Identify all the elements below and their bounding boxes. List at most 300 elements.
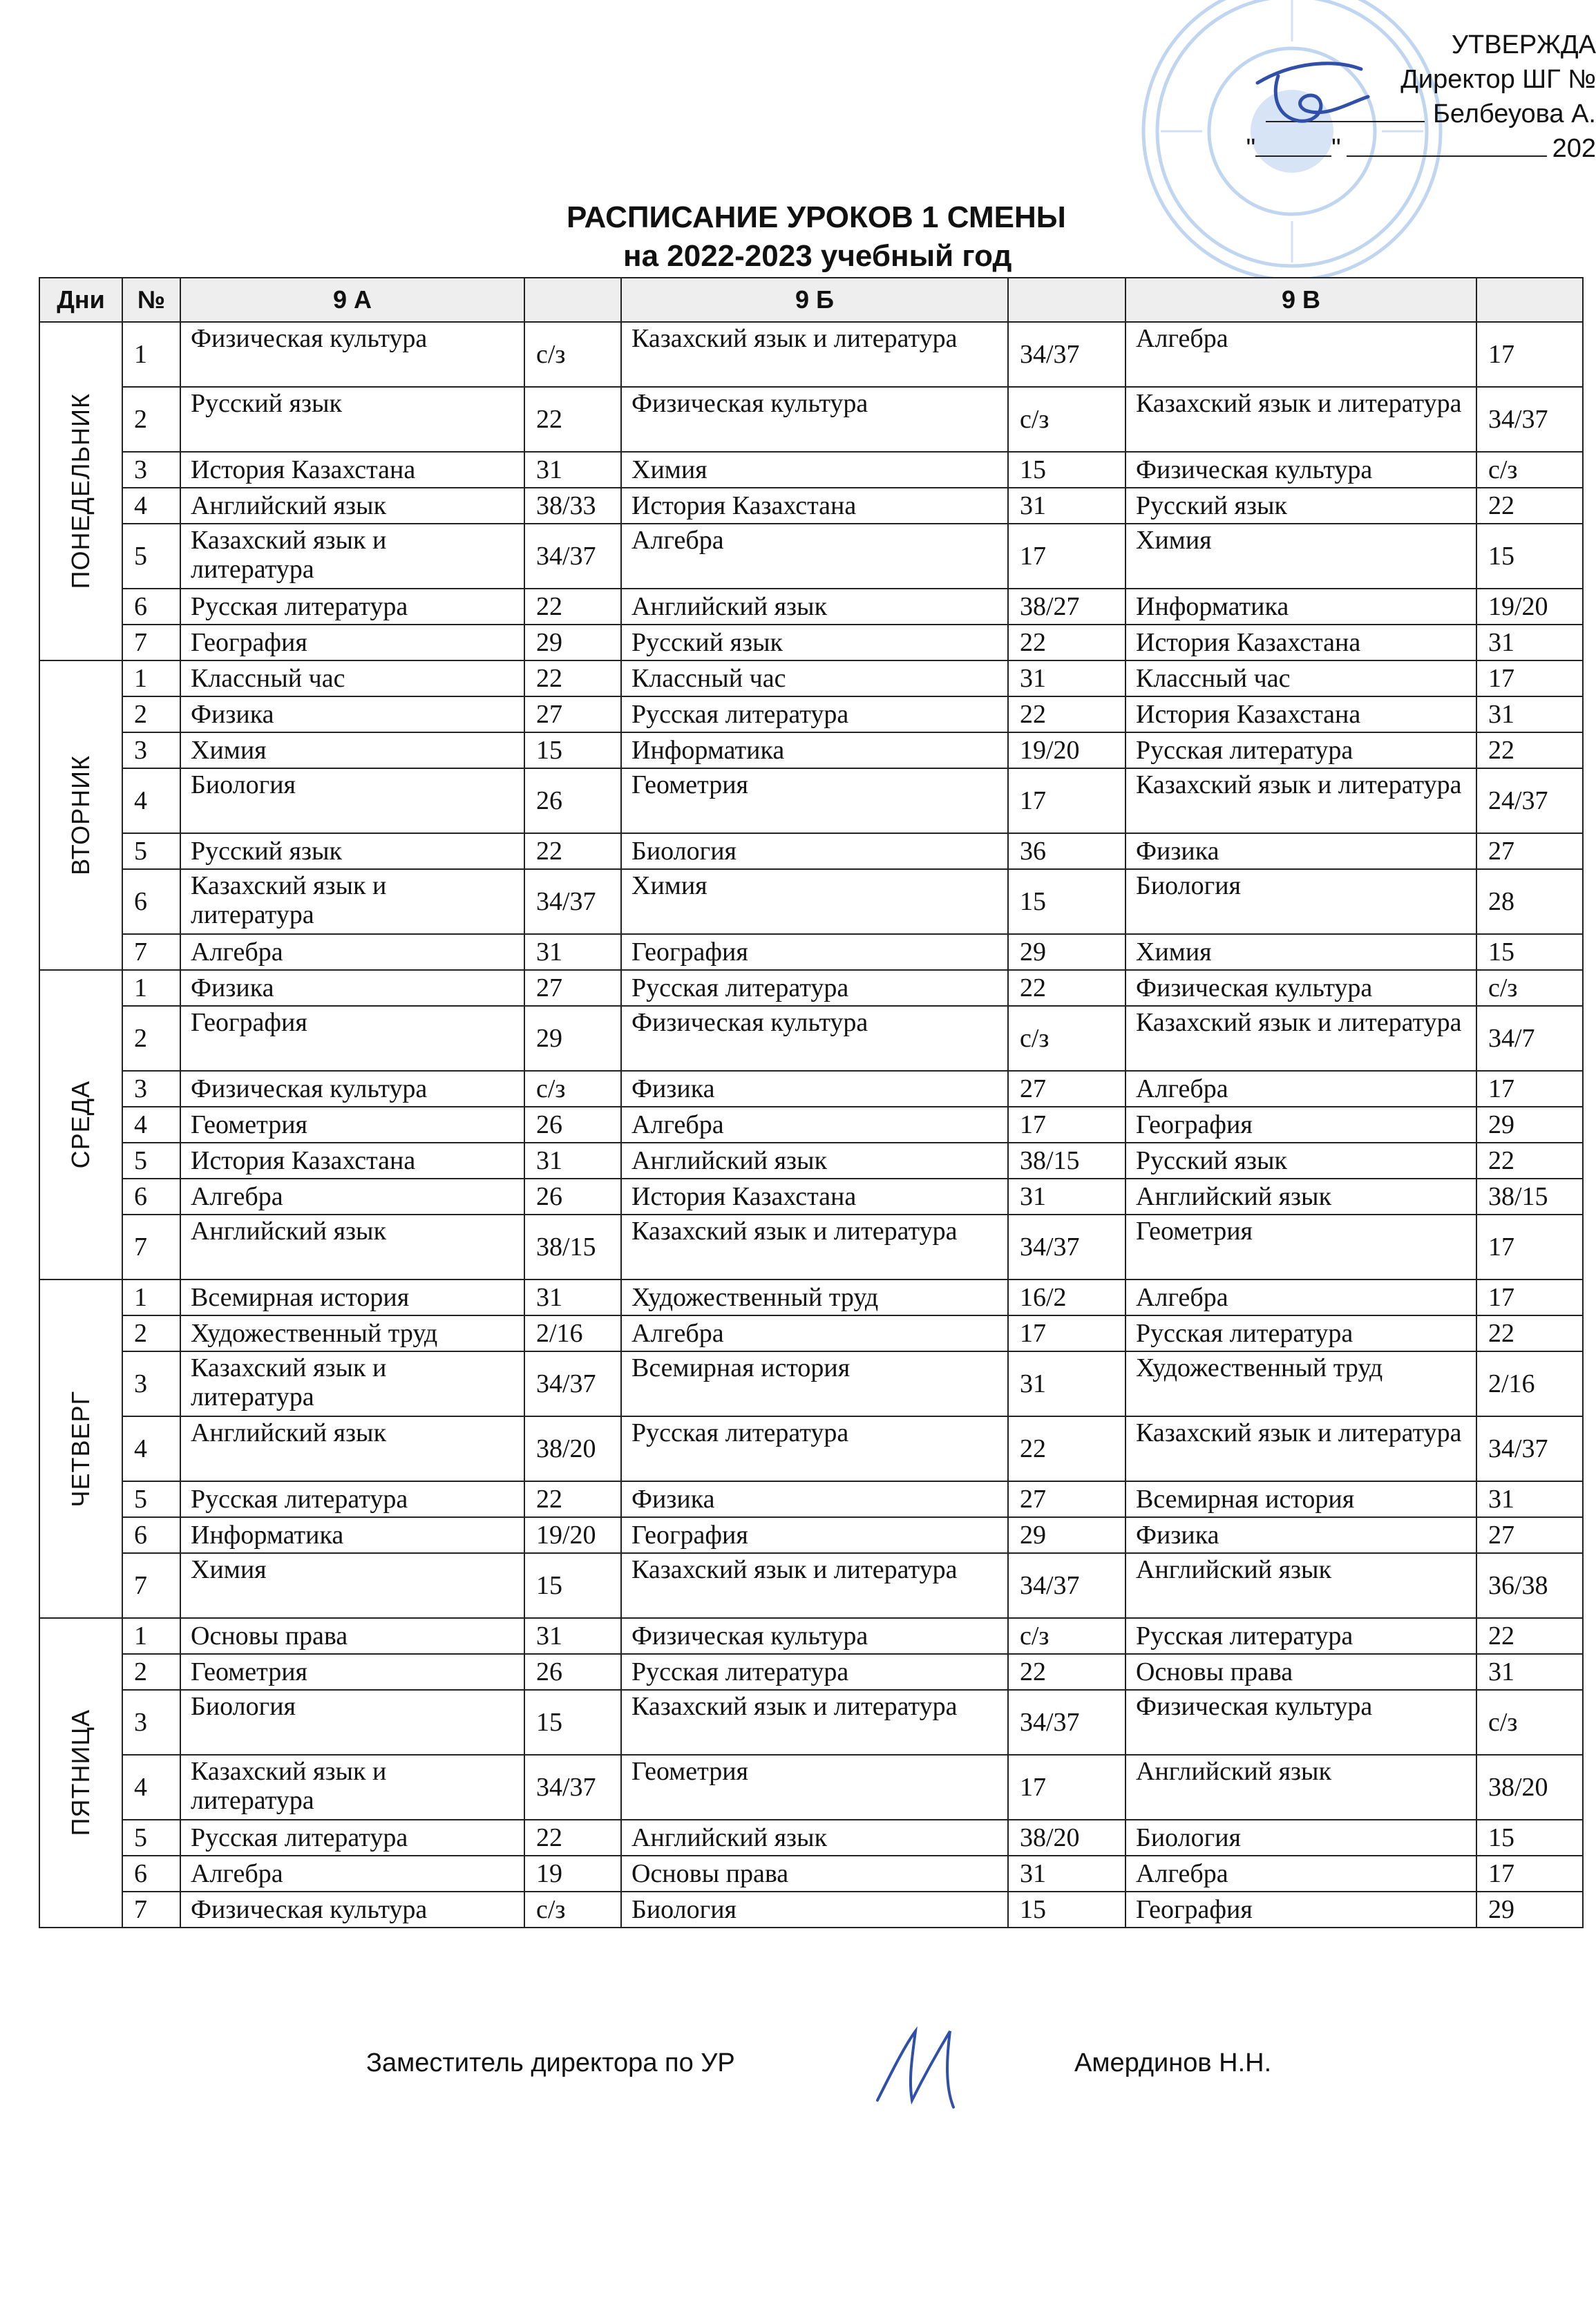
table-row: [39, 589, 1583, 625]
lesson-number: 3: [122, 1071, 180, 1107]
subject-9c: Русская литература: [1125, 1618, 1476, 1654]
lesson-number: 2: [122, 387, 180, 452]
room-9c: 22: [1476, 488, 1583, 524]
subject-9a: Русская литература: [180, 1481, 524, 1517]
lesson-number: 7: [122, 934, 180, 970]
table-row: [39, 696, 1583, 732]
room-9c: 19/20: [1476, 589, 1583, 625]
lesson-number: 3: [122, 1351, 180, 1416]
table-row: [39, 768, 1583, 833]
lesson-number: 1: [122, 1618, 180, 1654]
table-row: [39, 1820, 1583, 1856]
room-9b: 31: [1008, 660, 1125, 696]
room-9c: с/з: [1476, 1690, 1583, 1755]
room-9b: 34/37: [1008, 1553, 1125, 1618]
subject-9a: Биология: [180, 1690, 524, 1755]
day-cell: [39, 1618, 122, 1928]
room-9a: 31: [524, 1143, 621, 1179]
subject-9b: Алгебра: [621, 524, 1008, 589]
header-num: №: [122, 278, 180, 322]
room-9b: 31: [1008, 1351, 1125, 1416]
subject-9b: Английский язык: [621, 589, 1008, 625]
room-9b: 15: [1008, 869, 1125, 934]
room-9b: 27: [1008, 1071, 1125, 1107]
subject-9c: Английский язык: [1125, 1553, 1476, 1618]
subject-9a: Информатика: [180, 1517, 524, 1553]
room-9b: 29: [1008, 1517, 1125, 1553]
room-9a: 38/33: [524, 488, 621, 524]
room-9a: 15: [524, 732, 621, 768]
room-9b: 31: [1008, 488, 1125, 524]
subject-9a: Казахский язык и литература: [180, 869, 524, 934]
table-row: [39, 833, 1583, 869]
subject-9c: Алгебра: [1125, 1280, 1476, 1315]
room-9a: 34/37: [524, 1351, 621, 1416]
subject-9a: Английский язык: [180, 488, 524, 524]
footer-name: Амердинов Н.Н.: [1074, 2048, 1272, 2077]
table-row: [39, 1143, 1583, 1179]
lesson-number: 7: [122, 1553, 180, 1618]
table-row: [39, 970, 1583, 1006]
table-row: [39, 1618, 1583, 1654]
day-label: ЧЕТВЕРГ: [66, 1390, 95, 1507]
subject-9c: Русский язык: [1125, 1143, 1476, 1179]
room-9a: 31: [524, 934, 621, 970]
subject-9a: Художественный труд: [180, 1315, 524, 1351]
room-9b: с/з: [1008, 1618, 1125, 1654]
table-row: [39, 1179, 1583, 1215]
lesson-number: 7: [122, 1892, 180, 1928]
deputy-signature: [864, 2024, 974, 2114]
room-9c: 17: [1476, 1215, 1583, 1280]
lesson-number: 5: [122, 1820, 180, 1856]
table-row: [39, 1690, 1583, 1755]
lesson-number: 3: [122, 1690, 180, 1755]
lesson-number: 2: [122, 1006, 180, 1071]
subject-9c: Казахский язык и литература: [1125, 768, 1476, 833]
room-9b: 17: [1008, 1315, 1125, 1351]
subject-9b: Физика: [621, 1071, 1008, 1107]
lesson-number: 4: [122, 1416, 180, 1481]
table-row: [39, 1654, 1583, 1690]
room-9b: 22: [1008, 696, 1125, 732]
room-9a: 27: [524, 970, 621, 1006]
subject-9c: Художественный труд: [1125, 1351, 1476, 1416]
subject-9b: Информатика: [621, 732, 1008, 768]
room-9a: 26: [524, 1107, 621, 1143]
subject-9a: Физическая культура: [180, 322, 524, 387]
room-9c: 15: [1476, 1820, 1583, 1856]
header-room-a: [524, 278, 621, 322]
subject-9a: Биология: [180, 768, 524, 833]
subject-9c: Химия: [1125, 524, 1476, 589]
subject-9c: Геометрия: [1125, 1215, 1476, 1280]
room-9a: 31: [524, 1618, 621, 1654]
room-9c: с/з: [1476, 970, 1583, 1006]
subject-9b: Русская литература: [621, 696, 1008, 732]
subject-9a: Казахский язык и литература: [180, 1351, 524, 1416]
subject-9c: Информатика: [1125, 589, 1476, 625]
room-9b: 16/2: [1008, 1280, 1125, 1315]
subject-9b: Алгебра: [621, 1107, 1008, 1143]
lesson-number: 2: [122, 1654, 180, 1690]
room-9b: 22: [1008, 1654, 1125, 1690]
subject-9a: Основы права: [180, 1618, 524, 1654]
subject-9b: Алгебра: [621, 1315, 1008, 1351]
subject-9c: Русский язык: [1125, 488, 1476, 524]
subject-9b: Русская литература: [621, 1416, 1008, 1481]
table-row: [39, 1280, 1583, 1315]
subject-9b: Физическая культура: [621, 1618, 1008, 1654]
subject-9b: Казахский язык и литература: [621, 1553, 1008, 1618]
lesson-number: 1: [122, 322, 180, 387]
room-9a: 22: [524, 1481, 621, 1517]
schedule-table: [39, 277, 1584, 1928]
room-9c: 31: [1476, 1654, 1583, 1690]
lesson-number: 5: [122, 1143, 180, 1179]
subject-9b: Биология: [621, 833, 1008, 869]
room-9c: 29: [1476, 1107, 1583, 1143]
room-9b: 15: [1008, 1892, 1125, 1928]
room-9a: 19/20: [524, 1517, 621, 1553]
room-9a: 15: [524, 1553, 621, 1618]
subject-9c: Классный час: [1125, 660, 1476, 696]
room-9c: 31: [1476, 1481, 1583, 1517]
room-9b: 15: [1008, 452, 1125, 488]
subject-9b: Химия: [621, 452, 1008, 488]
table-row: [39, 524, 1583, 589]
subject-9b: Казахский язык и литература: [621, 322, 1008, 387]
room-9a: 22: [524, 589, 621, 625]
subject-9a: Физика: [180, 696, 524, 732]
title-sub: на 2022-2023 учебный год: [623, 239, 1012, 273]
approval-quote-open: ": [1246, 134, 1256, 163]
table-row: [39, 1856, 1583, 1892]
subject-9b: Химия: [621, 869, 1008, 934]
subject-9c: Физика: [1125, 833, 1476, 869]
room-9c: 36/38: [1476, 1553, 1583, 1618]
day-cell: [39, 970, 122, 1280]
subject-9a: История Казахстана: [180, 1143, 524, 1179]
room-9a: 29: [524, 625, 621, 660]
lesson-number: 5: [122, 524, 180, 589]
table-row: [39, 322, 1583, 387]
lesson-number: 3: [122, 452, 180, 488]
subject-9b: Художественный труд: [621, 1280, 1008, 1315]
room-9b: 17: [1008, 1755, 1125, 1820]
subject-9c: Основы права: [1125, 1654, 1476, 1690]
room-9c: 29: [1476, 1892, 1583, 1928]
room-9a: с/з: [524, 1071, 621, 1107]
table-row: [39, 625, 1583, 660]
lesson-number: 6: [122, 1179, 180, 1215]
day-cell: [39, 322, 122, 660]
subject-9c: Биология: [1125, 1820, 1476, 1856]
subject-9a: Русский язык: [180, 833, 524, 869]
room-9b: 38/20: [1008, 1820, 1125, 1856]
approval-name: Белбеуова А.: [1432, 99, 1596, 129]
subject-9b: Казахский язык и литература: [621, 1215, 1008, 1280]
subject-9c: География: [1125, 1107, 1476, 1143]
room-9c: 22: [1476, 1618, 1583, 1654]
table-row: [39, 732, 1583, 768]
lesson-number: 6: [122, 1517, 180, 1553]
subject-9b: География: [621, 1517, 1008, 1553]
subject-9c: История Казахстана: [1125, 625, 1476, 660]
subject-9c: Химия: [1125, 934, 1476, 970]
subject-9a: Геометрия: [180, 1654, 524, 1690]
header-class-c: 9 В: [1125, 278, 1476, 322]
room-9a: 31: [524, 452, 621, 488]
room-9b: 34/37: [1008, 322, 1125, 387]
subject-9c: Русская литература: [1125, 732, 1476, 768]
room-9b: 17: [1008, 768, 1125, 833]
room-9a: 15: [524, 1690, 621, 1755]
header-row: [39, 278, 1583, 322]
subject-9a: Казахский язык и литература: [180, 1755, 524, 1820]
approval-year: 202: [1552, 134, 1596, 163]
room-9c: 38/15: [1476, 1179, 1583, 1215]
lesson-number: 2: [122, 1315, 180, 1351]
table-row: [39, 1892, 1583, 1928]
lesson-number: 4: [122, 488, 180, 524]
subject-9a: Химия: [180, 732, 524, 768]
title-main: РАСПИСАНИЕ УРОКОВ 1 СМЕНЫ: [567, 200, 1066, 234]
subject-9b: История Казахстана: [621, 488, 1008, 524]
table-row: [39, 488, 1583, 524]
room-9b: 36: [1008, 833, 1125, 869]
subject-9a: Алгебра: [180, 934, 524, 970]
room-9c: 27: [1476, 833, 1583, 869]
room-9a: 26: [524, 1654, 621, 1690]
lesson-number: 7: [122, 1215, 180, 1280]
room-9c: 34/37: [1476, 387, 1583, 452]
subject-9c: География: [1125, 1892, 1476, 1928]
subject-9a: Английский язык: [180, 1416, 524, 1481]
lesson-number: 6: [122, 869, 180, 934]
room-9a: с/з: [524, 322, 621, 387]
room-9a: 27: [524, 696, 621, 732]
room-9a: 38/15: [524, 1215, 621, 1280]
approval-director: Директор ШГ №: [1400, 65, 1596, 94]
subject-9b: Русский язык: [621, 625, 1008, 660]
lesson-number: 6: [122, 589, 180, 625]
subject-9b: Английский язык: [621, 1820, 1008, 1856]
lesson-number: 5: [122, 833, 180, 869]
room-9b: 38/15: [1008, 1143, 1125, 1179]
lesson-number: 3: [122, 732, 180, 768]
subject-9a: История Казахстана: [180, 452, 524, 488]
header-room-b: [1008, 278, 1125, 322]
table-row: [39, 1006, 1583, 1071]
subject-9a: Русская литература: [180, 589, 524, 625]
room-9a: 26: [524, 768, 621, 833]
day-cell: [39, 660, 122, 970]
subject-9a: География: [180, 625, 524, 660]
room-9c: 15: [1476, 524, 1583, 589]
subject-9b: Основы права: [621, 1856, 1008, 1892]
table-row: [39, 1481, 1583, 1517]
subject-9a: Физическая культура: [180, 1071, 524, 1107]
subject-9c: Алгебра: [1125, 322, 1476, 387]
room-9c: 28: [1476, 869, 1583, 934]
subject-9b: Геометрия: [621, 768, 1008, 833]
lesson-number: 4: [122, 1755, 180, 1820]
lesson-number: 5: [122, 1481, 180, 1517]
lesson-number: 1: [122, 1280, 180, 1315]
approval-quote-close: ": [1331, 134, 1341, 163]
room-9c: 17: [1476, 1280, 1583, 1315]
room-9a: 2/16: [524, 1315, 621, 1351]
header-class-a: 9 А: [180, 278, 524, 322]
subject-9b: Геометрия: [621, 1755, 1008, 1820]
room-9c: 22: [1476, 1143, 1583, 1179]
room-9a: 31: [524, 1280, 621, 1315]
room-9a: 19: [524, 1856, 621, 1892]
lesson-number: 1: [122, 660, 180, 696]
room-9c: 2/16: [1476, 1351, 1583, 1416]
subject-9c: Физика: [1125, 1517, 1476, 1553]
subject-9c: Алгебра: [1125, 1071, 1476, 1107]
lesson-number: 7: [122, 625, 180, 660]
subject-9b: Физическая культура: [621, 1006, 1008, 1071]
subject-9b: Физика: [621, 1481, 1008, 1517]
table-row: [39, 1553, 1583, 1618]
subject-9a: Всемирная история: [180, 1280, 524, 1315]
room-9c: 22: [1476, 732, 1583, 768]
room-9b: 38/27: [1008, 589, 1125, 625]
subject-9c: Физическая культура: [1125, 452, 1476, 488]
approval-title: УТВЕРЖДА: [1451, 30, 1596, 59]
day-label: ПОНЕДЕЛЬНИК: [66, 393, 95, 589]
room-9a: 29: [524, 1006, 621, 1071]
room-9c: 24/37: [1476, 768, 1583, 833]
lesson-number: 4: [122, 1107, 180, 1143]
subject-9a: Классный час: [180, 660, 524, 696]
room-9c: 15: [1476, 934, 1583, 970]
day-cell: [39, 1280, 122, 1618]
subject-9b: Русская литература: [621, 1654, 1008, 1690]
header-class-b: 9 Б: [621, 278, 1008, 322]
footer-position: Заместитель директора по УР: [366, 2048, 735, 2077]
subject-9a: Английский язык: [180, 1215, 524, 1280]
subject-9a: Химия: [180, 1553, 524, 1618]
subject-9b: Английский язык: [621, 1143, 1008, 1179]
table-row: [39, 1755, 1583, 1820]
room-9a: с/з: [524, 1892, 621, 1928]
subject-9b: Классный час: [621, 660, 1008, 696]
room-9a: 22: [524, 833, 621, 869]
day-label: ВТОРНИК: [66, 755, 95, 875]
subject-9c: Биология: [1125, 869, 1476, 934]
room-9b: с/з: [1008, 1006, 1125, 1071]
subject-9b: История Казахстана: [621, 1179, 1008, 1215]
room-9c: 22: [1476, 1315, 1583, 1351]
room-9c: 17: [1476, 1856, 1583, 1892]
lesson-number: 1: [122, 970, 180, 1006]
header-day: Дни: [39, 278, 122, 322]
room-9c: 34/37: [1476, 1416, 1583, 1481]
room-9b: 34/37: [1008, 1215, 1125, 1280]
day-label: СРЕДА: [66, 1081, 95, 1169]
subject-9a: Русский язык: [180, 387, 524, 452]
room-9c: 17: [1476, 322, 1583, 387]
subject-9c: Казахский язык и литература: [1125, 1416, 1476, 1481]
lesson-number: 2: [122, 696, 180, 732]
subject-9a: Физика: [180, 970, 524, 1006]
approval-date-line: [1209, 131, 1596, 166]
subject-9c: Физическая культура: [1125, 970, 1476, 1006]
room-9b: 19/20: [1008, 732, 1125, 768]
room-9b: 22: [1008, 1416, 1125, 1481]
subject-9c: Всемирная история: [1125, 1481, 1476, 1517]
subject-9c: Казахский язык и литература: [1125, 387, 1476, 452]
table-row: [39, 1351, 1583, 1416]
room-9b: 17: [1008, 1107, 1125, 1143]
subject-9a: Казахский язык и литература: [180, 524, 524, 589]
table-row: [39, 1215, 1583, 1280]
table-row: [39, 660, 1583, 696]
room-9b: 17: [1008, 524, 1125, 589]
subject-9c: Русская литература: [1125, 1315, 1476, 1351]
subject-9b: Физическая культура: [621, 387, 1008, 452]
table-row: [39, 1416, 1583, 1481]
room-9b: 31: [1008, 1856, 1125, 1892]
director-signature: [1251, 55, 1375, 131]
room-9b: 29: [1008, 934, 1125, 970]
room-9b: 22: [1008, 625, 1125, 660]
subject-9a: Алгебра: [180, 1856, 524, 1892]
room-9b: с/з: [1008, 387, 1125, 452]
room-9b: 34/37: [1008, 1690, 1125, 1755]
table-row: [39, 1517, 1583, 1553]
table-row: [39, 1107, 1583, 1143]
room-9c: с/з: [1476, 452, 1583, 488]
subject-9c: Английский язык: [1125, 1179, 1476, 1215]
room-9b: 22: [1008, 970, 1125, 1006]
subject-9a: Русская литература: [180, 1820, 524, 1856]
subject-9c: Казахский язык и литература: [1125, 1006, 1476, 1071]
header-room-c: [1476, 278, 1583, 322]
room-9c: 17: [1476, 1071, 1583, 1107]
subject-9b: Всемирная история: [621, 1351, 1008, 1416]
subject-9b: География: [621, 934, 1008, 970]
room-9c: 27: [1476, 1517, 1583, 1553]
room-9b: 31: [1008, 1179, 1125, 1215]
room-9c: 38/20: [1476, 1755, 1583, 1820]
table-row: [39, 934, 1583, 970]
room-9a: 26: [524, 1179, 621, 1215]
table-row: [39, 869, 1583, 934]
room-9a: 34/37: [524, 1755, 621, 1820]
subject-9a: Геометрия: [180, 1107, 524, 1143]
lesson-number: 4: [122, 768, 180, 833]
day-label: ПЯТНИЦА: [66, 1709, 95, 1836]
table-row: [39, 387, 1583, 452]
room-9a: 34/37: [524, 869, 621, 934]
room-9c: 31: [1476, 696, 1583, 732]
table-row: [39, 1315, 1583, 1351]
subject-9b: Казахский язык и литература: [621, 1690, 1008, 1755]
subject-9a: Алгебра: [180, 1179, 524, 1215]
subject-9c: История Казахстана: [1125, 696, 1476, 732]
table-row: [39, 1071, 1583, 1107]
room-9b: 27: [1008, 1481, 1125, 1517]
room-9a: 34/37: [524, 524, 621, 589]
subject-9b: Биология: [621, 1892, 1008, 1928]
subject-9b: Русская литература: [621, 970, 1008, 1006]
table-row: [39, 452, 1583, 488]
